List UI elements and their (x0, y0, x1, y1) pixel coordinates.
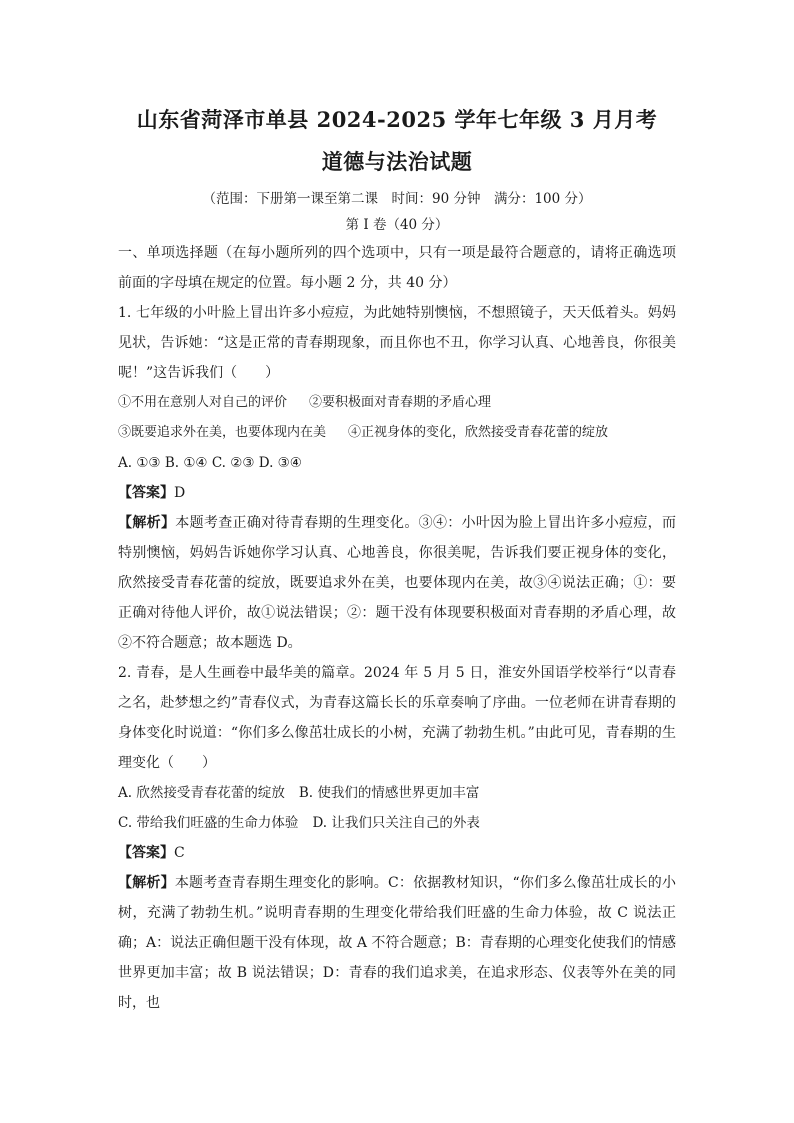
question-items-row (118, 418, 676, 448)
explanation-text: 本题考查正确对待青春期的生理变化。③④：小叶因为脸上冒出许多小痘痘，而特别懊恼，妈妈告诉她你学习认真、心地善良，你很美呢，告诉我们要正视身体的变化，欣然接受青春花蕾的绽放，既要追求外在美，也要体现内在美，故③④说法正确；①：要正确对待他人评价，故①说法错误；②：题干没有体现要积极面对青春期的矛盾心理，故②不符合题意；故本题选 D。 (118, 515, 677, 651)
question-item: ③既要追求外在美，也要体现内在美 (118, 425, 327, 440)
exam-subject-title: 道德与法治试题 (321, 149, 473, 174)
exam-page (118, 96, 676, 1018)
choice-b: B. 使我们的情感世界更加丰富 (298, 785, 480, 801)
choice-d: D. 让我们只关注自己的外表 (312, 815, 480, 831)
question-choices: A. ①③ B. ①④ C. ②③ D. ③④ (118, 455, 302, 471)
question-choices-row (118, 778, 676, 808)
question-choices-row (118, 808, 676, 838)
question-2 (118, 658, 676, 1018)
explanation-text: 本题考查青春期生理变化的影响。C：依据教材知识，“你们多么像茁壮成长的小树，充满了勃勃生机。”说明青春期的生理变化带给我们旺盛的生命力体验，故 C 说法正确；A：说法正确但题干没有体现，故 A 不符合题意；B：青春期的心理变化使我们的情感世界更加丰富；故 B 说法错误；D：青春的我们追求美，在追求形态、仪表等外在美的同时，也 (118, 875, 677, 1011)
exam-scope: （范围：下册第一课至第二课 时间：90 分钟 满分：100 分） (202, 191, 592, 207)
answer-value: C (174, 845, 185, 861)
question-item: ④正视身体的变化，欣然接受青春花蕾的绽放 (348, 425, 609, 440)
question-stem: 1. 七年级的小叶脸上冒出许多小痘痘，为此她特别懊恼，不想照镜子，天天低着头。妈妈见状，告诉她：“这是正常的青春期现象，而且你也不丑，你学习认真、心地善良，你很美呢！”这告诉我们（ ） (118, 305, 676, 381)
explanation (118, 868, 676, 1018)
question-items-row (118, 388, 676, 418)
answer-label: 【答案】 (118, 485, 174, 501)
choice-c: C. 带给我们旺盛的生命力体验 (118, 815, 299, 831)
explanation-label: 【解析】 (118, 875, 175, 891)
exam-title: 山东省菏泽市单县 2024-2025 学年七年级 3 月月考 (136, 107, 658, 132)
answer-line (118, 478, 676, 508)
question-item: ①不用在意别人对自己的评价 (118, 395, 288, 410)
answer-label: 【答案】 (118, 845, 174, 861)
volume-heading: 第 I 卷（40 分） (345, 217, 449, 233)
explanation-label: 【解析】 (118, 515, 176, 531)
choice-a: A. 欣然接受青春花蕾的绽放 (118, 785, 285, 801)
question-stem: 2. 青春，是人生画卷中最华美的篇章。2024 年 5 月 5 日，淮安外国语学校举行“以青春之名，赴梦想之约”青春仪式，为青春这篇长长的乐章奏响了序曲。一位老师在讲青春期的身体变化时说道：“你们多么像茁壮成长的小树，充满了勃勃生机。”由此可见，青春期的生理变化（ ） (118, 665, 676, 771)
question-item: ②要积极面对青春期的矛盾心理 (309, 395, 492, 410)
explanation (118, 508, 676, 658)
answer-line (118, 838, 676, 868)
section-instruction: 一、单项选择题（在每小题所列的四个选项中，只有一项是最符合题意的，请将正确选项前面的字母填在规定的位置。每小题 2 分，共 40 分） (118, 245, 676, 291)
question-1 (118, 298, 676, 658)
answer-value: D (174, 485, 186, 501)
